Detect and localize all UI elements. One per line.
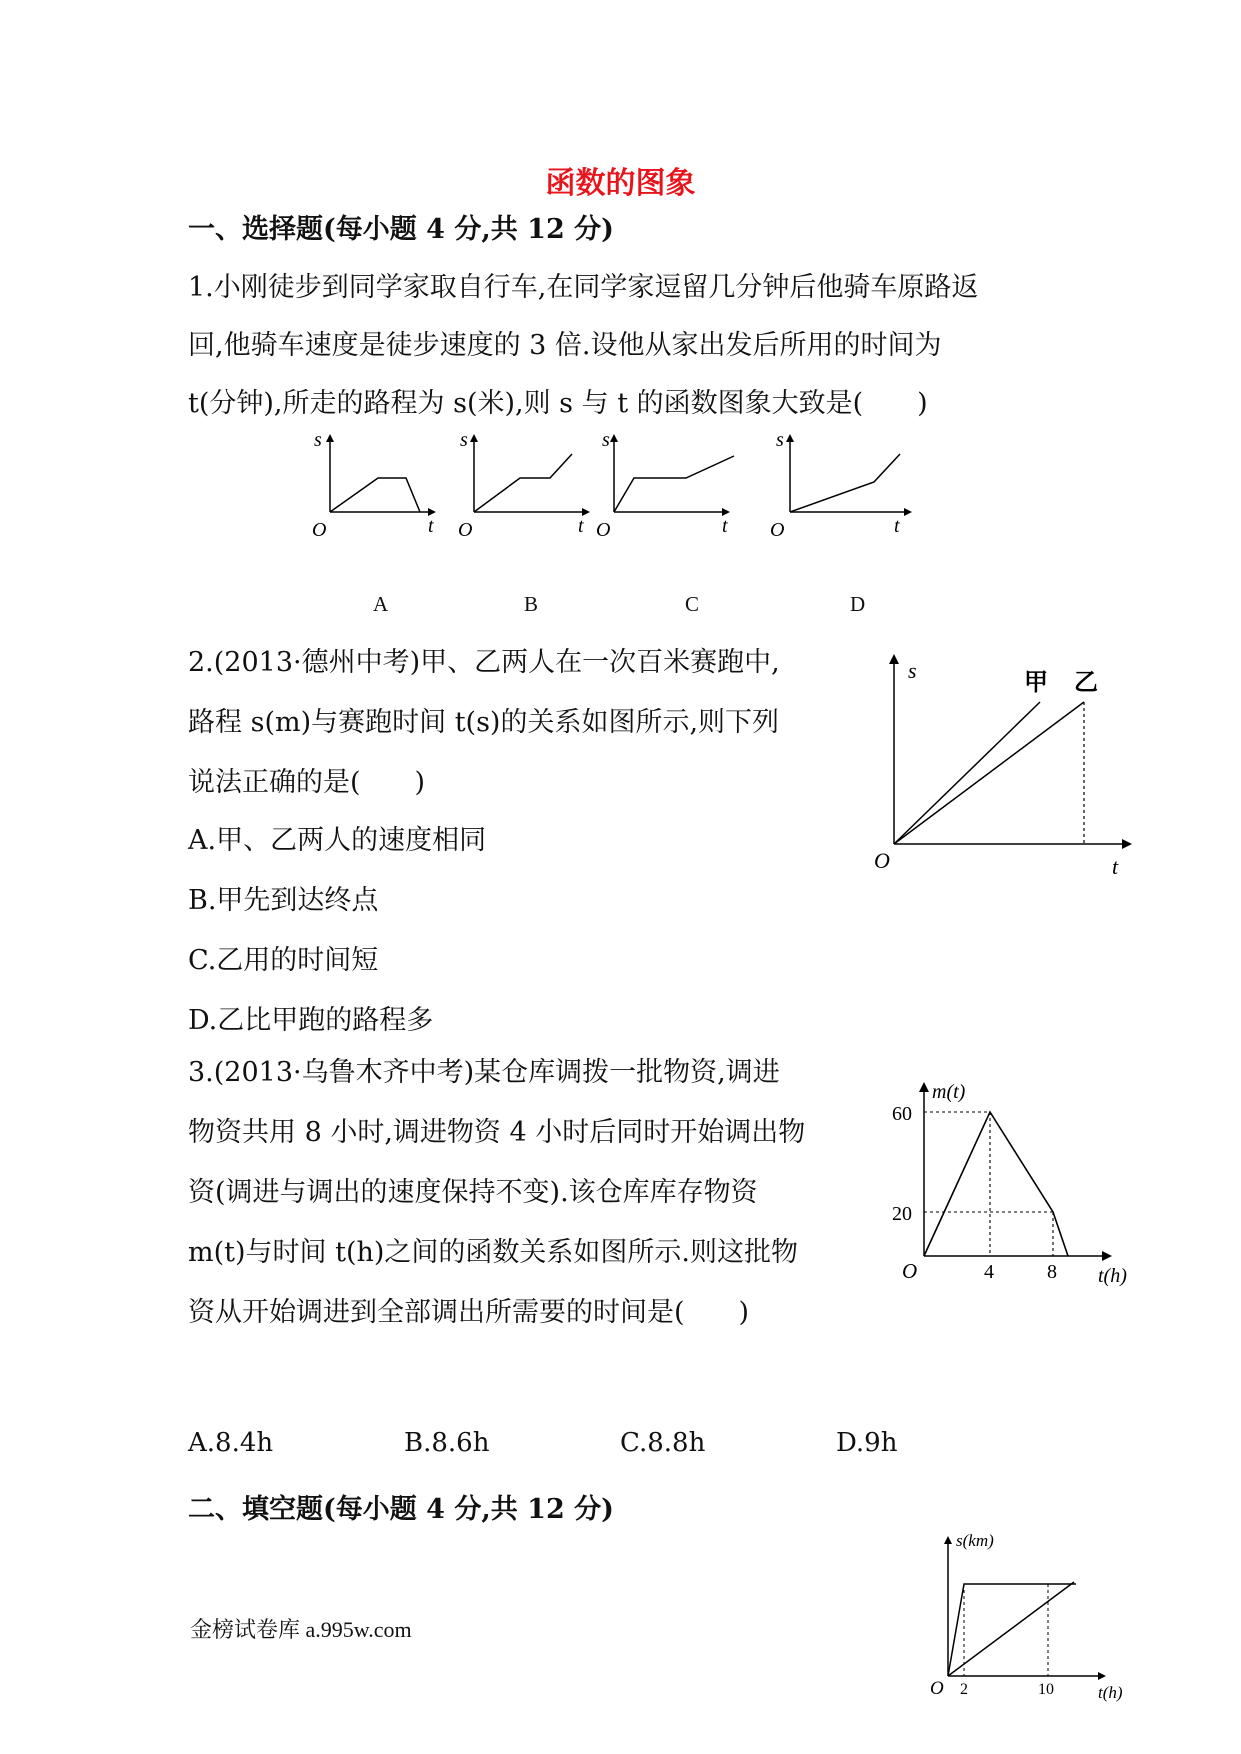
q1b-origin: O <box>458 519 473 541</box>
q1-line-2: 回,他骑车速度是徒步速度的 3 倍.设他从家出发后所用的时间为 <box>188 330 942 361</box>
q2-option-c: C.乙用的时间短 <box>188 945 379 976</box>
q2-option-d: D.乙比甲跑的路程多 <box>188 1005 434 1036</box>
q1c-y-label: s <box>602 429 610 451</box>
q1a-origin: O <box>312 519 327 541</box>
q2-graph <box>868 650 1138 880</box>
q3-line-5: 资从开始调进到全部调出所需要的时间是( ) <box>188 1297 750 1328</box>
q1-option-a-label: A <box>373 592 389 616</box>
q2-option-a: A.甲、乙两人的速度相同 <box>188 825 487 856</box>
q2-line-jia <box>894 702 1040 844</box>
q2-label-yi: 乙 <box>1074 668 1098 696</box>
footer-source: 金榜试卷库 a.995w.com <box>190 1617 412 1642</box>
q3-line-2: 物资共用 8 小时,调进物资 4 小时后同时开始调出物 <box>188 1117 806 1148</box>
q1c-origin: O <box>596 519 611 541</box>
q1b-y-label: s <box>460 429 468 451</box>
q2-line-yi <box>894 702 1084 844</box>
q2-option-b: B.甲先到达终点 <box>188 885 379 916</box>
q3-tick-4: 4 <box>984 1261 994 1283</box>
q2-line-1: 2.(2013·德州中考)甲、乙两人在一次百米赛跑中, <box>188 647 780 678</box>
q4-line-b <box>948 1582 1074 1676</box>
q1d-y-label: s <box>776 429 784 451</box>
q2-y-label: s <box>908 658 917 683</box>
q3-option-c: C.8.8h <box>620 1428 706 1458</box>
q1a-x-label: t <box>428 515 434 537</box>
q1-option-c-label: C <box>685 592 700 616</box>
q1-graph-b <box>450 429 590 542</box>
q3-option-a: A.8.4h <box>188 1428 274 1458</box>
q3-line-3: 资(调进与调出的速度保持不变).该仓库库存物资 <box>188 1177 758 1208</box>
section-heading-choice: 一、选择题(每小题 4 分,共 12 分) <box>188 214 614 245</box>
q4-tick-2: 2 <box>960 1681 968 1698</box>
q1d-origin: O <box>770 519 785 541</box>
q1d-x-label: t <box>894 515 900 537</box>
q2-label-jia: 甲 <box>1024 668 1048 696</box>
page-title: 函数的图象 <box>545 166 696 201</box>
q4-y-label: s(km) <box>956 1531 994 1550</box>
q2-origin: O <box>874 848 890 873</box>
q4-origin: O <box>930 1678 944 1699</box>
q2-line-3: 说法正确的是( ) <box>188 767 426 798</box>
q3-tick-20: 20 <box>892 1203 912 1225</box>
q1a-y-label: s <box>314 429 322 451</box>
q2-line-2: 路程 s(m)与赛跑时间 t(s)的关系如图所示,则下列 <box>188 707 780 738</box>
q3-tick-8: 8 <box>1047 1261 1057 1283</box>
q2-x-label: t <box>1112 854 1119 879</box>
q3-option-d: D.9h <box>836 1428 898 1458</box>
q1b-x-label: t <box>578 515 584 537</box>
q3-origin: O <box>902 1259 918 1283</box>
q1-option-d-label: D <box>850 592 866 616</box>
q3-option-b: B.8.6h <box>404 1428 490 1458</box>
q1-option-b-label: B <box>524 592 539 616</box>
q4-x-label: t(h) <box>1098 1683 1123 1702</box>
q1-graph-c <box>594 429 744 542</box>
q1-line-1: 1.小刚徒步到同学家取自行车,在同学家逗留几分钟后他骑车原路返 <box>188 272 979 303</box>
q3-stock-line <box>924 1112 1068 1256</box>
q3-y-label: m(t) <box>932 1081 966 1103</box>
q3-line-4: m(t)与时间 t(h)之间的函数关系如图所示.则这批物 <box>188 1237 798 1268</box>
q1-graph-a <box>300 429 440 542</box>
q4-graph <box>920 1528 1140 1710</box>
section-heading-fill: 二、填空题(每小题 4 分,共 12 分) <box>188 1494 614 1525</box>
q1c-x-label: t <box>722 515 728 537</box>
q3-tick-60: 60 <box>892 1103 912 1125</box>
q1-line-3: t(分钟),所走的路程为 s(米),则 s 与 t 的函数图象大致是( ) <box>188 388 928 419</box>
q4-tick-10: 10 <box>1038 1681 1054 1698</box>
q3-line-1: 3.(2013·乌鲁木齐中考)某仓库调拨一批物资,调进 <box>188 1057 780 1088</box>
q3-x-label: t(h) <box>1098 1265 1127 1287</box>
q1-graph-d <box>766 429 916 542</box>
q3-graph <box>888 1078 1138 1288</box>
